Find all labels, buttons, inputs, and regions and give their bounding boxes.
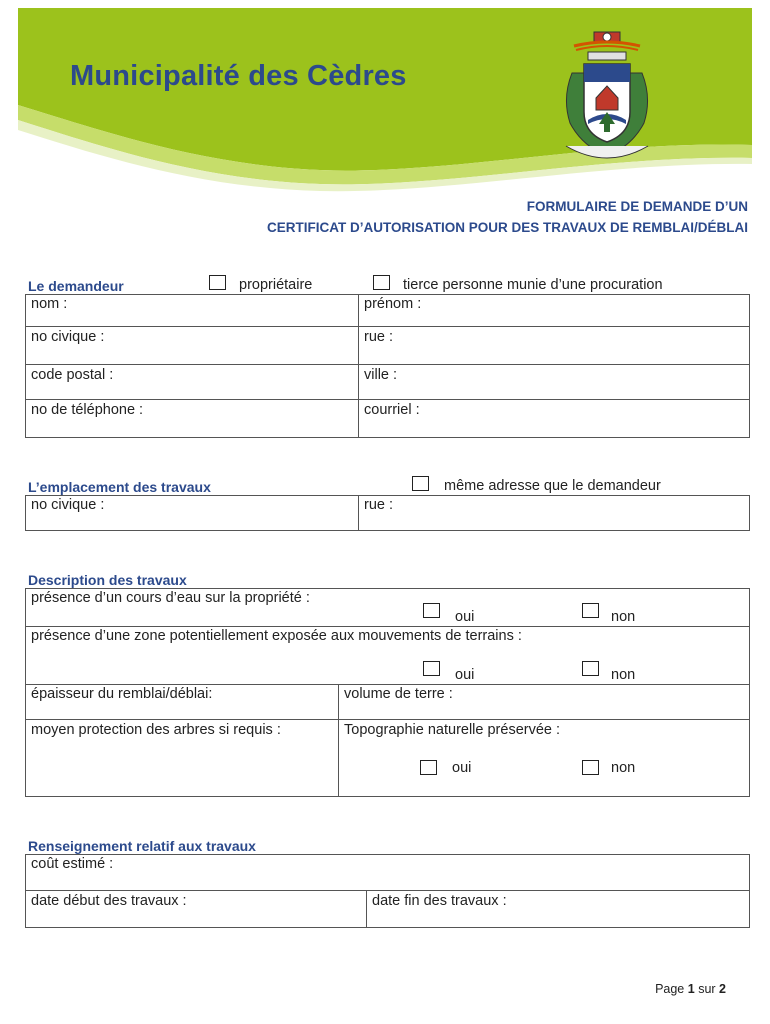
label-zone-mouvements: présence d’une zone potentiellement exposée aux mouvements de terrains : xyxy=(31,628,522,644)
checkbox-meme-adresse[interactable] xyxy=(412,476,429,491)
checkbox-cours-eau-oui[interactable] xyxy=(423,603,440,618)
field-emplacement-civique[interactable]: no civique : xyxy=(31,497,105,513)
page-number xyxy=(655,982,726,996)
field-nom[interactable]: nom : xyxy=(31,296,68,312)
label-proprietaire: propriétaire xyxy=(239,277,313,293)
section-title-emplacement: L’emplacement des travaux xyxy=(28,479,211,495)
row-divider xyxy=(25,626,750,627)
checkbox-topographie-non[interactable] xyxy=(582,760,599,775)
checkbox-tierce-personne[interactable] xyxy=(373,275,390,290)
section-title-description: Description des travaux xyxy=(28,572,187,588)
field-courriel[interactable]: courriel : xyxy=(364,402,420,418)
field-code-postal[interactable]: code postal : xyxy=(31,367,114,383)
label-oui: oui xyxy=(452,760,472,776)
page-label: Page xyxy=(655,982,685,996)
row-divider xyxy=(25,399,750,400)
column-divider xyxy=(358,495,359,531)
label-tierce-personne: tierce personne munie d’une procuration xyxy=(403,277,663,293)
label-oui: oui xyxy=(455,667,475,683)
label-oui: oui xyxy=(455,609,475,625)
row-divider xyxy=(25,684,750,685)
field-rue[interactable]: rue : xyxy=(364,329,394,345)
column-divider xyxy=(358,294,359,438)
field-cout-estime[interactable]: coût estimé : xyxy=(31,856,114,872)
field-emplacement-rue[interactable]: rue : xyxy=(364,497,394,513)
row-divider xyxy=(25,719,750,720)
row-divider xyxy=(25,326,750,327)
municipal-crest-logo xyxy=(552,28,662,166)
page-sur: sur xyxy=(698,982,716,996)
field-no-civique[interactable]: no civique : xyxy=(31,329,105,345)
checkbox-zone-oui[interactable] xyxy=(423,661,440,676)
label-non: non xyxy=(611,667,636,683)
page-total: 2 xyxy=(719,982,726,996)
checkbox-topographie-oui[interactable] xyxy=(420,760,437,775)
crown-icon xyxy=(574,32,640,50)
page-current: 1 xyxy=(687,982,695,996)
column-divider xyxy=(366,890,367,928)
label-non: non xyxy=(611,609,636,625)
field-date-debut[interactable]: date début des travaux : xyxy=(31,893,187,909)
label-cours-eau: présence d’un cours d’eau sur la propriété : xyxy=(31,590,310,606)
column-divider xyxy=(338,684,339,797)
row-divider xyxy=(25,364,750,365)
field-telephone[interactable]: no de téléphone : xyxy=(31,402,144,418)
label-meme-adresse: même adresse que le demandeur xyxy=(444,478,661,494)
checkbox-cours-eau-non[interactable] xyxy=(582,603,599,618)
municipality-title: Municipalité des Cèdres xyxy=(70,60,407,92)
section-title-demandeur: Le demandeur xyxy=(28,278,124,294)
field-epaisseur[interactable]: épaisseur du remblai/déblai: xyxy=(31,686,213,702)
label-non: non xyxy=(611,760,636,776)
label-topographie: Topographie naturelle préservée : xyxy=(344,722,561,738)
field-protection-arbres[interactable]: moyen protection des arbres si requis : xyxy=(31,722,281,738)
row-divider xyxy=(25,890,750,891)
checkbox-zone-non[interactable] xyxy=(582,661,599,676)
form-title-line2: CERTIFICAT D’AUTORISATION POUR DES TRAVAUX DE REMBLAI/DÉBLAI xyxy=(266,220,748,235)
field-date-fin[interactable]: date fin des travaux : xyxy=(372,893,507,909)
field-volume-terre[interactable]: volume de terre : xyxy=(344,686,453,702)
field-ville[interactable]: ville : xyxy=(364,367,398,383)
checkbox-proprietaire[interactable] xyxy=(209,275,226,290)
renseignement-table xyxy=(25,854,750,928)
section-title-renseignement: Renseignement relatif aux travaux xyxy=(28,838,256,854)
field-prenom[interactable]: prénom : xyxy=(364,296,422,312)
form-title-line1: FORMULAIRE DE DEMANDE D’UN xyxy=(526,199,748,214)
